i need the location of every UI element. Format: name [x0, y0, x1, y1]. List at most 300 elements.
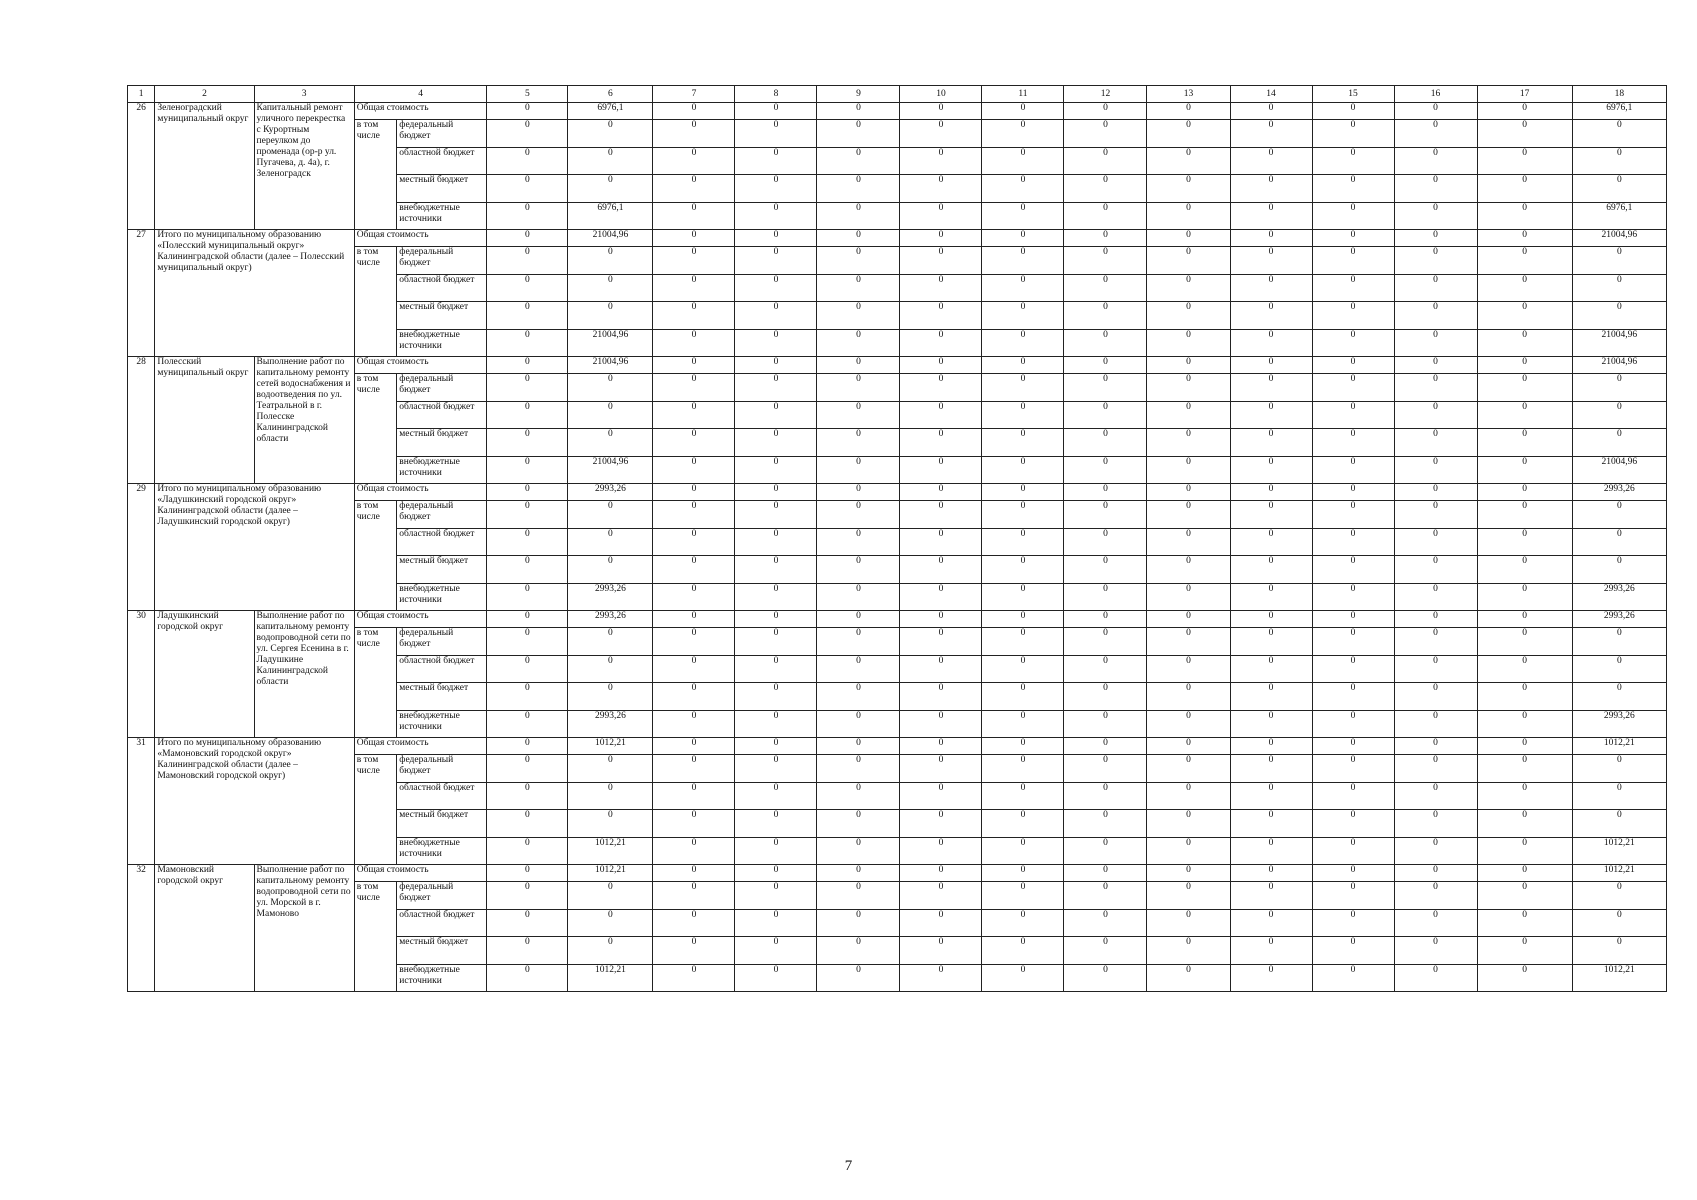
table-row — [128, 882, 1667, 910]
value-cell: 0 — [1477, 782, 1572, 810]
funding-source-label: областной бюджет — [397, 782, 487, 810]
value-cell: 0 — [1312, 837, 1394, 865]
value-cell: 0 — [817, 456, 900, 484]
value-cell: 0 — [1572, 810, 1666, 838]
value-cell: 0 — [1312, 556, 1394, 584]
value-cell: 0 — [487, 782, 568, 810]
value-cell: 0 — [900, 175, 982, 203]
value-cell: 0 — [982, 329, 1064, 357]
value-cell: 0 — [1394, 710, 1477, 738]
value-cell: 0 — [1477, 909, 1572, 937]
value-cell: 0 — [1572, 501, 1666, 529]
value-cell: 0 — [982, 202, 1064, 230]
column-header: 2 — [155, 86, 254, 103]
value-cell: 0 — [900, 755, 982, 783]
value-cell: 0 — [900, 456, 982, 484]
value-cell: 0 — [982, 175, 1064, 203]
value-cell: 0 — [1477, 755, 1572, 783]
value-cell: 0 — [1147, 374, 1230, 402]
value-cell: 21004,96 — [1572, 456, 1666, 484]
value-cell: 0 — [653, 456, 735, 484]
funding-source-label: федеральный бюджет — [397, 374, 487, 402]
value-cell: 0 — [568, 247, 653, 275]
value-cell: 0 — [1230, 810, 1312, 838]
value-cell: 0 — [982, 147, 1064, 175]
table-row — [128, 738, 1667, 755]
value-cell: 0 — [735, 202, 817, 230]
value-cell: 0 — [1312, 810, 1394, 838]
value-cell: 0 — [1147, 302, 1230, 330]
value-cell: 0 — [1312, 175, 1394, 203]
value-cell: 0 — [1147, 583, 1230, 611]
value-cell: 0 — [487, 964, 568, 992]
value-cell: 0 — [1572, 755, 1666, 783]
value-cell: 0 — [1147, 683, 1230, 711]
value-cell: 0 — [1312, 357, 1394, 374]
value-cell: 0 — [1394, 302, 1477, 330]
column-header: 13 — [1147, 86, 1230, 103]
value-cell: 0 — [735, 456, 817, 484]
value-cell: 0 — [653, 782, 735, 810]
value-cell: 0 — [653, 683, 735, 711]
value-cell: 0 — [1394, 374, 1477, 402]
value-cell: 0 — [1230, 230, 1312, 247]
value-cell: 0 — [1477, 501, 1572, 529]
value-cell: 0 — [1477, 655, 1572, 683]
value-cell: 0 — [487, 429, 568, 457]
value-cell: 0 — [735, 837, 817, 865]
value-cell: 0 — [1230, 710, 1312, 738]
row-number: 26 — [128, 103, 155, 230]
value-cell: 0 — [1147, 329, 1230, 357]
value-cell: 1012,21 — [1572, 865, 1666, 882]
value-cell: 0 — [653, 247, 735, 275]
column-header: 12 — [1064, 86, 1147, 103]
value-cell: 0 — [1230, 501, 1312, 529]
value-cell: 0 — [1064, 120, 1147, 148]
value-cell: 0 — [1064, 937, 1147, 965]
value-cell: 0 — [1312, 501, 1394, 529]
value-cell: 0 — [1230, 738, 1312, 755]
value-cell: 0 — [735, 655, 817, 683]
value-cell: 0 — [735, 247, 817, 275]
value-cell: 0 — [1064, 357, 1147, 374]
value-cell: 0 — [1394, 683, 1477, 711]
value-cell: 0 — [735, 810, 817, 838]
value-cell: 0 — [1477, 556, 1572, 584]
value-cell: 0 — [1312, 374, 1394, 402]
value-cell: 0 — [982, 401, 1064, 429]
value-cell: 0 — [982, 710, 1064, 738]
value-cell: 0 — [1147, 429, 1230, 457]
value-cell: 0 — [1394, 738, 1477, 755]
value-cell: 0 — [1394, 837, 1477, 865]
value-cell: 0 — [487, 103, 568, 120]
value-cell: 0 — [1394, 175, 1477, 203]
value-cell: 0 — [735, 175, 817, 203]
value-cell: 0 — [1230, 583, 1312, 611]
value-cell: 0 — [735, 501, 817, 529]
value-cell: 0 — [1230, 357, 1312, 374]
value-cell: 0 — [900, 683, 982, 711]
value-cell: 0 — [1394, 202, 1477, 230]
value-cell: 0 — [487, 175, 568, 203]
value-cell: 0 — [1230, 401, 1312, 429]
column-header: 1 — [128, 86, 155, 103]
funding-source-label: областной бюджет — [397, 655, 487, 683]
value-cell: 0 — [1147, 202, 1230, 230]
municipality-total-name: Итого по муниципальному образованию «Мамоновский городской округ» Калининградской области (далее – Мамоновский городской округ) — [155, 738, 354, 865]
value-cell: 0 — [735, 683, 817, 711]
value-cell: 0 — [487, 329, 568, 357]
value-cell: 0 — [1064, 583, 1147, 611]
value-cell: 0 — [1477, 120, 1572, 148]
value-cell: 21004,96 — [1572, 329, 1666, 357]
value-cell: 0 — [653, 147, 735, 175]
value-cell: 0 — [1064, 429, 1147, 457]
funding-source-label: внебюджетные источники — [397, 456, 487, 484]
value-cell: 0 — [1064, 683, 1147, 711]
total-cost-label: Общая стоимость — [354, 230, 487, 247]
value-cell: 0 — [568, 274, 653, 302]
value-cell: 0 — [568, 429, 653, 457]
value-cell: 0 — [735, 611, 817, 628]
value-cell: 0 — [900, 556, 982, 584]
value-cell: 0 — [900, 401, 982, 429]
value-cell: 0 — [982, 456, 1064, 484]
value-cell: 0 — [1477, 103, 1572, 120]
column-header: 8 — [735, 86, 817, 103]
value-cell: 0 — [1312, 484, 1394, 501]
value-cell: 0 — [1572, 628, 1666, 656]
value-cell: 0 — [982, 628, 1064, 656]
work-description: Выполнение работ по капитальному ремонту сетей водоснабжения и водоотведения по ул. Театральной в г. Полесске Калининградской области — [254, 357, 354, 484]
total-cost-label: Общая стоимость — [354, 738, 487, 755]
value-cell: 0 — [1230, 865, 1312, 882]
value-cell: 0 — [900, 528, 982, 556]
value-cell: 0 — [817, 247, 900, 275]
value-cell: 0 — [1147, 147, 1230, 175]
value-cell: 0 — [982, 429, 1064, 457]
value-cell: 0 — [982, 909, 1064, 937]
value-cell: 0 — [1572, 528, 1666, 556]
value-cell: 1012,21 — [568, 964, 653, 992]
value-cell: 0 — [1230, 683, 1312, 711]
value-cell: 0 — [735, 583, 817, 611]
funding-source-label: местный бюджет — [397, 937, 487, 965]
municipality-name: Мамоновский городской округ — [155, 865, 254, 992]
value-cell: 0 — [653, 583, 735, 611]
value-cell: 0 — [653, 909, 735, 937]
value-cell: 0 — [653, 401, 735, 429]
value-cell: 0 — [1477, 937, 1572, 965]
value-cell: 0 — [487, 865, 568, 882]
municipality-name: Полесский муниципальный округ — [155, 357, 254, 484]
value-cell: 0 — [735, 782, 817, 810]
value-cell: 0 — [568, 937, 653, 965]
value-cell: 0 — [487, 274, 568, 302]
value-cell: 0 — [817, 611, 900, 628]
funding-source-label: областной бюджет — [397, 274, 487, 302]
value-cell: 0 — [487, 528, 568, 556]
value-cell: 0 — [1064, 738, 1147, 755]
value-cell: 1012,21 — [568, 738, 653, 755]
value-cell: 0 — [1312, 655, 1394, 683]
row-number: 29 — [128, 484, 155, 611]
value-cell: 0 — [1312, 528, 1394, 556]
value-cell: 0 — [568, 501, 653, 529]
value-cell: 0 — [1572, 302, 1666, 330]
value-cell: 0 — [1477, 175, 1572, 203]
value-cell: 1012,21 — [568, 837, 653, 865]
value-cell: 0 — [900, 909, 982, 937]
value-cell: 0 — [982, 738, 1064, 755]
table-row — [128, 120, 1667, 148]
value-cell: 0 — [653, 302, 735, 330]
value-cell: 0 — [1064, 202, 1147, 230]
value-cell: 0 — [1394, 964, 1477, 992]
value-cell: 0 — [1064, 401, 1147, 429]
value-cell: 0 — [1477, 738, 1572, 755]
page-number: 7 — [844, 1158, 853, 1174]
value-cell: 0 — [1064, 230, 1147, 247]
value-cell: 0 — [1147, 401, 1230, 429]
value-cell: 0 — [1230, 882, 1312, 910]
value-cell: 0 — [982, 274, 1064, 302]
total-cost-label: Общая стоимость — [354, 611, 487, 628]
value-cell: 0 — [1394, 429, 1477, 457]
value-cell: 0 — [1064, 611, 1147, 628]
value-cell: 0 — [1064, 374, 1147, 402]
value-cell: 0 — [1477, 964, 1572, 992]
value-cell: 0 — [900, 103, 982, 120]
value-cell: 0 — [487, 655, 568, 683]
value-cell: 0 — [1312, 583, 1394, 611]
value-cell: 0 — [1477, 865, 1572, 882]
funding-source-label: областной бюджет — [397, 147, 487, 175]
column-header: 11 — [982, 86, 1064, 103]
value-cell: 0 — [1064, 782, 1147, 810]
value-cell: 0 — [817, 710, 900, 738]
value-cell: 0 — [1572, 247, 1666, 275]
including-label: в том числе — [354, 501, 397, 611]
value-cell: 0 — [1572, 655, 1666, 683]
funding-source-label: федеральный бюджет — [397, 120, 487, 148]
value-cell: 0 — [1572, 401, 1666, 429]
value-cell: 0 — [1064, 103, 1147, 120]
value-cell: 0 — [487, 882, 568, 910]
value-cell: 0 — [1312, 937, 1394, 965]
value-cell: 0 — [817, 329, 900, 357]
table-row — [128, 501, 1667, 529]
value-cell: 0 — [1477, 611, 1572, 628]
value-cell: 0 — [900, 865, 982, 882]
value-cell: 0 — [1394, 147, 1477, 175]
value-cell: 0 — [1312, 909, 1394, 937]
value-cell: 0 — [1394, 655, 1477, 683]
value-cell: 0 — [1147, 103, 1230, 120]
value-cell: 0 — [817, 120, 900, 148]
value-cell: 0 — [900, 247, 982, 275]
value-cell: 0 — [900, 357, 982, 374]
funding-source-label: местный бюджет — [397, 810, 487, 838]
value-cell: 2993,26 — [1572, 710, 1666, 738]
funding-source-label: федеральный бюджет — [397, 882, 487, 910]
value-cell: 0 — [1147, 175, 1230, 203]
value-cell: 0 — [982, 120, 1064, 148]
value-cell: 0 — [817, 865, 900, 882]
value-cell: 0 — [1147, 456, 1230, 484]
value-cell: 0 — [653, 103, 735, 120]
value-cell: 0 — [900, 710, 982, 738]
funding-source-label: федеральный бюджет — [397, 247, 487, 275]
value-cell: 0 — [1230, 484, 1312, 501]
funding-source-label: местный бюджет — [397, 175, 487, 203]
value-cell: 0 — [1312, 882, 1394, 910]
value-cell: 0 — [735, 357, 817, 374]
value-cell: 0 — [1572, 683, 1666, 711]
row-number: 27 — [128, 230, 155, 357]
value-cell: 0 — [1230, 147, 1312, 175]
value-cell: 0 — [817, 274, 900, 302]
value-cell: 0 — [568, 628, 653, 656]
value-cell: 0 — [900, 429, 982, 457]
including-label: в том числе — [354, 374, 397, 484]
value-cell: 0 — [982, 357, 1064, 374]
value-cell: 0 — [817, 302, 900, 330]
value-cell: 0 — [1064, 501, 1147, 529]
value-cell: 0 — [653, 501, 735, 529]
funding-source-label: областной бюджет — [397, 909, 487, 937]
column-header: 16 — [1394, 86, 1477, 103]
column-header: 14 — [1230, 86, 1312, 103]
value-cell: 0 — [1147, 274, 1230, 302]
value-cell: 0 — [1147, 882, 1230, 910]
value-cell: 0 — [900, 782, 982, 810]
total-cost-label: Общая стоимость — [354, 865, 487, 882]
value-cell: 0 — [900, 583, 982, 611]
value-cell: 0 — [1147, 782, 1230, 810]
value-cell: 0 — [735, 429, 817, 457]
value-cell: 0 — [1230, 628, 1312, 656]
value-cell: 0 — [653, 528, 735, 556]
value-cell: 21004,96 — [568, 230, 653, 247]
value-cell: 0 — [817, 357, 900, 374]
value-cell: 0 — [487, 755, 568, 783]
value-cell: 0 — [1312, 611, 1394, 628]
funding-source-label: федеральный бюджет — [397, 755, 487, 783]
value-cell: 0 — [817, 401, 900, 429]
value-cell: 0 — [1064, 882, 1147, 910]
value-cell: 0 — [1394, 357, 1477, 374]
value-cell: 0 — [568, 882, 653, 910]
value-cell: 0 — [982, 655, 1064, 683]
value-cell: 0 — [487, 501, 568, 529]
value-cell: 0 — [653, 202, 735, 230]
value-cell: 0 — [735, 556, 817, 584]
value-cell: 0 — [1230, 329, 1312, 357]
value-cell: 21004,96 — [568, 456, 653, 484]
value-cell: 0 — [1477, 274, 1572, 302]
value-cell: 0 — [1064, 964, 1147, 992]
value-cell: 0 — [653, 611, 735, 628]
value-cell: 0 — [735, 909, 817, 937]
value-cell: 0 — [1394, 611, 1477, 628]
value-cell: 0 — [1147, 628, 1230, 656]
value-cell: 0 — [653, 274, 735, 302]
value-cell: 0 — [1477, 429, 1572, 457]
column-header: 15 — [1312, 86, 1394, 103]
value-cell: 1012,21 — [1572, 964, 1666, 992]
funding-source-label: федеральный бюджет — [397, 501, 487, 529]
value-cell: 0 — [900, 937, 982, 965]
value-cell: 0 — [900, 302, 982, 330]
table-row — [128, 611, 1667, 628]
value-cell: 0 — [817, 147, 900, 175]
including-label: в том числе — [354, 120, 397, 230]
value-cell: 0 — [487, 147, 568, 175]
value-cell: 0 — [568, 755, 653, 783]
value-cell: 0 — [487, 357, 568, 374]
value-cell: 0 — [1312, 230, 1394, 247]
value-cell: 0 — [487, 230, 568, 247]
value-cell: 0 — [1064, 456, 1147, 484]
value-cell: 0 — [982, 484, 1064, 501]
value-cell: 0 — [487, 401, 568, 429]
value-cell: 0 — [1394, 782, 1477, 810]
value-cell: 0 — [1394, 247, 1477, 275]
value-cell: 0 — [1572, 175, 1666, 203]
value-cell: 0 — [1230, 964, 1312, 992]
including-label: в том числе — [354, 755, 397, 865]
value-cell: 0 — [1230, 937, 1312, 965]
value-cell: 0 — [1064, 755, 1147, 783]
value-cell: 0 — [817, 528, 900, 556]
value-cell: 0 — [735, 374, 817, 402]
value-cell: 0 — [1477, 202, 1572, 230]
value-cell: 0 — [1394, 274, 1477, 302]
funding-source-label: внебюджетные источники — [397, 202, 487, 230]
value-cell: 0 — [1572, 909, 1666, 937]
value-cell: 0 — [817, 837, 900, 865]
value-cell: 0 — [982, 683, 1064, 711]
value-cell: 0 — [1477, 456, 1572, 484]
total-cost-label: Общая стоимость — [354, 357, 487, 374]
value-cell: 0 — [1477, 683, 1572, 711]
value-cell: 0 — [1477, 329, 1572, 357]
value-cell: 0 — [1147, 556, 1230, 584]
municipality-total-name: Итого по муниципальному образованию «Ладушкинский городской округ» Калининградской области (далее – Ладушкинский городской округ) — [155, 484, 354, 611]
value-cell: 0 — [817, 937, 900, 965]
value-cell: 0 — [1572, 556, 1666, 584]
value-cell: 0 — [1477, 810, 1572, 838]
value-cell: 0 — [1230, 302, 1312, 330]
value-cell: 0 — [735, 230, 817, 247]
value-cell: 0 — [653, 374, 735, 402]
value-cell: 0 — [817, 374, 900, 402]
value-cell: 0 — [817, 782, 900, 810]
value-cell: 0 — [487, 810, 568, 838]
value-cell: 0 — [1394, 329, 1477, 357]
value-cell: 0 — [568, 120, 653, 148]
value-cell: 0 — [568, 655, 653, 683]
value-cell: 0 — [1394, 456, 1477, 484]
value-cell: 0 — [1572, 374, 1666, 402]
value-cell: 0 — [1064, 484, 1147, 501]
value-cell: 0 — [735, 120, 817, 148]
value-cell: 0 — [900, 230, 982, 247]
value-cell: 0 — [653, 120, 735, 148]
